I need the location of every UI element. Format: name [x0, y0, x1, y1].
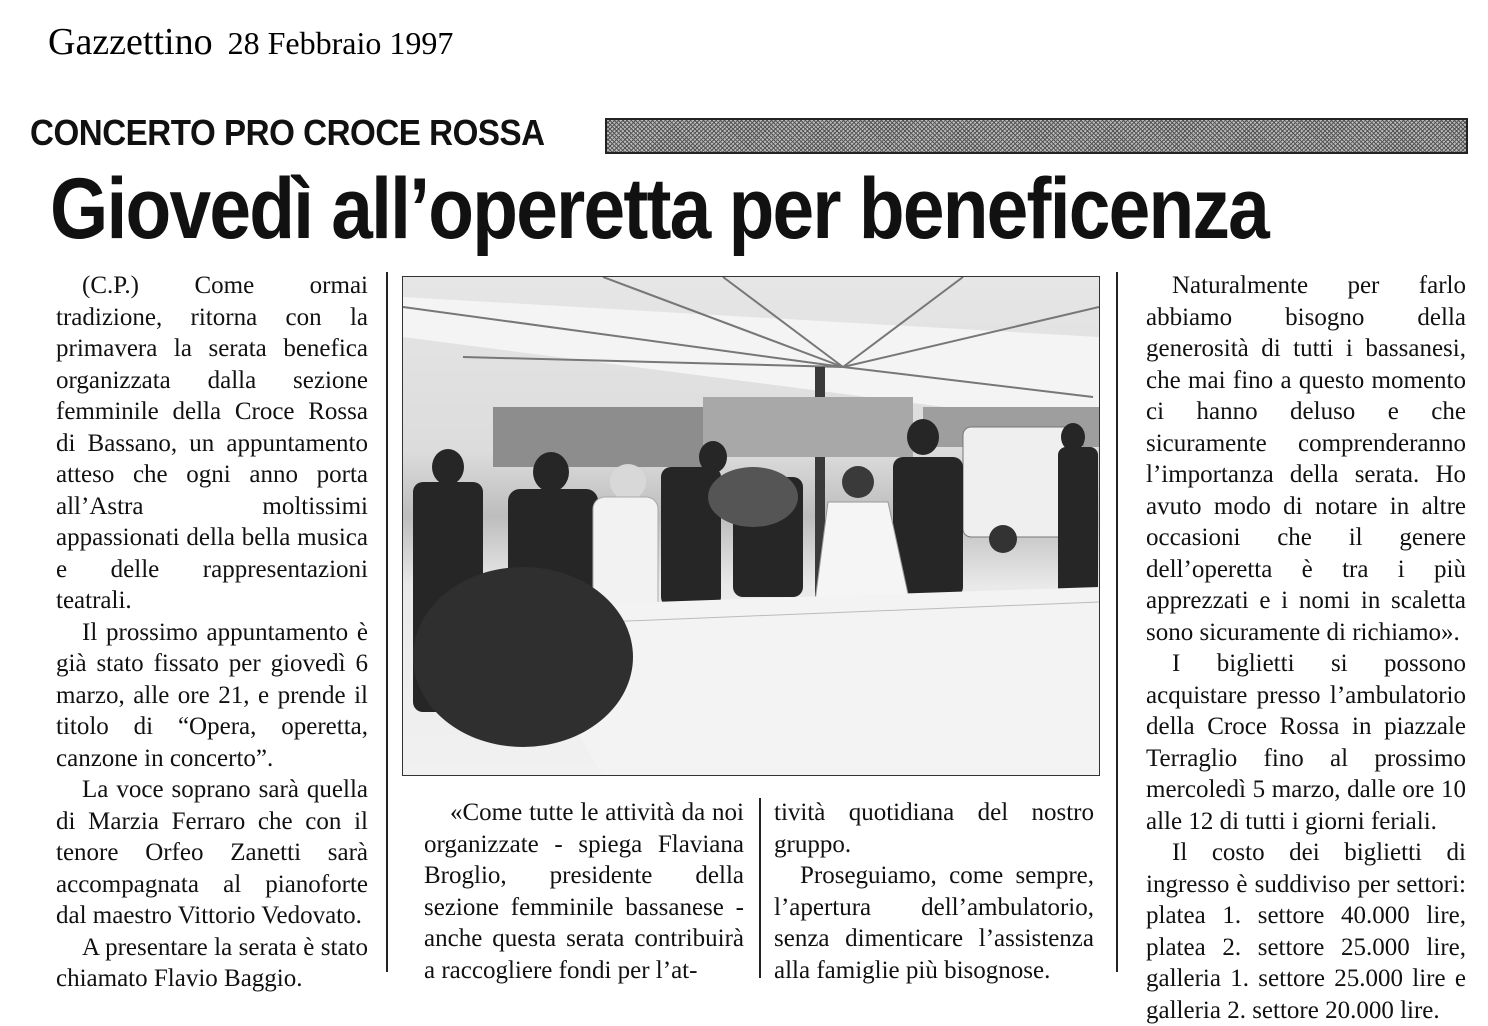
photo-illustration [403, 277, 1099, 775]
foreground-plant [413, 567, 633, 747]
kicker-row [30, 112, 1468, 158]
paragraph: Naturalmente per farlo abbiamo bisogno della generosità di tutti i bassanesi, che mai fino a questo momento ci hanno deluso e che sicuramente comprenderanno l’importanza della serata. Ho avuto modo di notare in altre occasioni che il genere dell’operetta è tra i più apprezzati e i nomi in scaletta sono sicuramente di richiamo». [1146, 272, 1466, 646]
paragraph: A presentare la serata è stato chiamato Flavio Baggio. [56, 933, 368, 992]
column-divider [1116, 272, 1118, 972]
article-column-1 [56, 270, 368, 995]
column-divider [759, 798, 761, 978]
flower-arrangement [708, 467, 798, 527]
article-column-3 [774, 797, 1094, 986]
paragraph: tività quotidiana del nostro gruppo. [774, 799, 1094, 858]
paragraph: La voce soprano sarà quella di Marzia Ferraro che con il tenore Orfeo Zanetti sarà accompagnata al pianoforte dal maestro Vittorio Vedovato. [56, 776, 368, 929]
newspaper-source-line [48, 20, 453, 64]
article-headline: Giovedì all’operetta per beneficenza [50, 161, 1268, 257]
shop-awning [493, 407, 723, 467]
article-column-2 [424, 797, 744, 986]
nurse-head [842, 466, 874, 498]
publication-date: 28 Febbraio 1997 [227, 25, 454, 61]
paragraph: I biglietti si possono acquistare presso l’ambulatorio della Croce Rossa in piazzale Terraglio fino al prossimo mercoledì 5 marzo, dalle ore 10 alle 12 di tutti i giorni feriali. [1146, 650, 1466, 835]
article-kicker: CONCERTO PRO CROCE ROSSA [30, 112, 545, 153]
newspaper-name: Gazzettino [48, 21, 213, 63]
article-column-4 [1146, 270, 1466, 1026]
paragraph: Proseguiamo, come sempre, l’apertura dell’ambulatorio, senza dimenticare l’assistenza alla famiglie più bisognose. [774, 862, 1094, 984]
paragraph: (C.P.) Come ormai tradizione, ritorna con la primavera la serata benefica organizzata dalla sezione femminile della Croce Rossa di Bassano, un appuntamento atteso che ogni anno porta all’Astra moltissimi appassionati della bella musica e delle rappresentazioni teatrali. [56, 272, 368, 614]
shop-front [703, 397, 913, 457]
paragraph: «Come tutte le attività da noi organizzate - spiega Flaviana Broglio, presidente della sezione femminile bassanese - anche questa serata contribuirà a raccogliere fondi per l’at- [424, 799, 744, 984]
paragraph: Il prossimo appuntamento è già stato fissato per giovedì 6 marzo, alle ore 21, e prende il titolo di “Opera, operetta, canzone in concerto”. [56, 618, 368, 772]
article-photo [402, 276, 1100, 776]
paragraph: Il costo dei biglietti di ingresso è suddiviso per settori: platea 1. settore 40.000 lire, platea 2. settore 25.000 lire, galleria 1. settore 25.000 lire e galleria 2. settore 20.000 lire. [1146, 839, 1466, 1024]
kicker-hatched-rule [605, 118, 1468, 154]
nurse-head [610, 464, 646, 500]
van-wheel [989, 525, 1017, 553]
column-divider [386, 272, 388, 972]
